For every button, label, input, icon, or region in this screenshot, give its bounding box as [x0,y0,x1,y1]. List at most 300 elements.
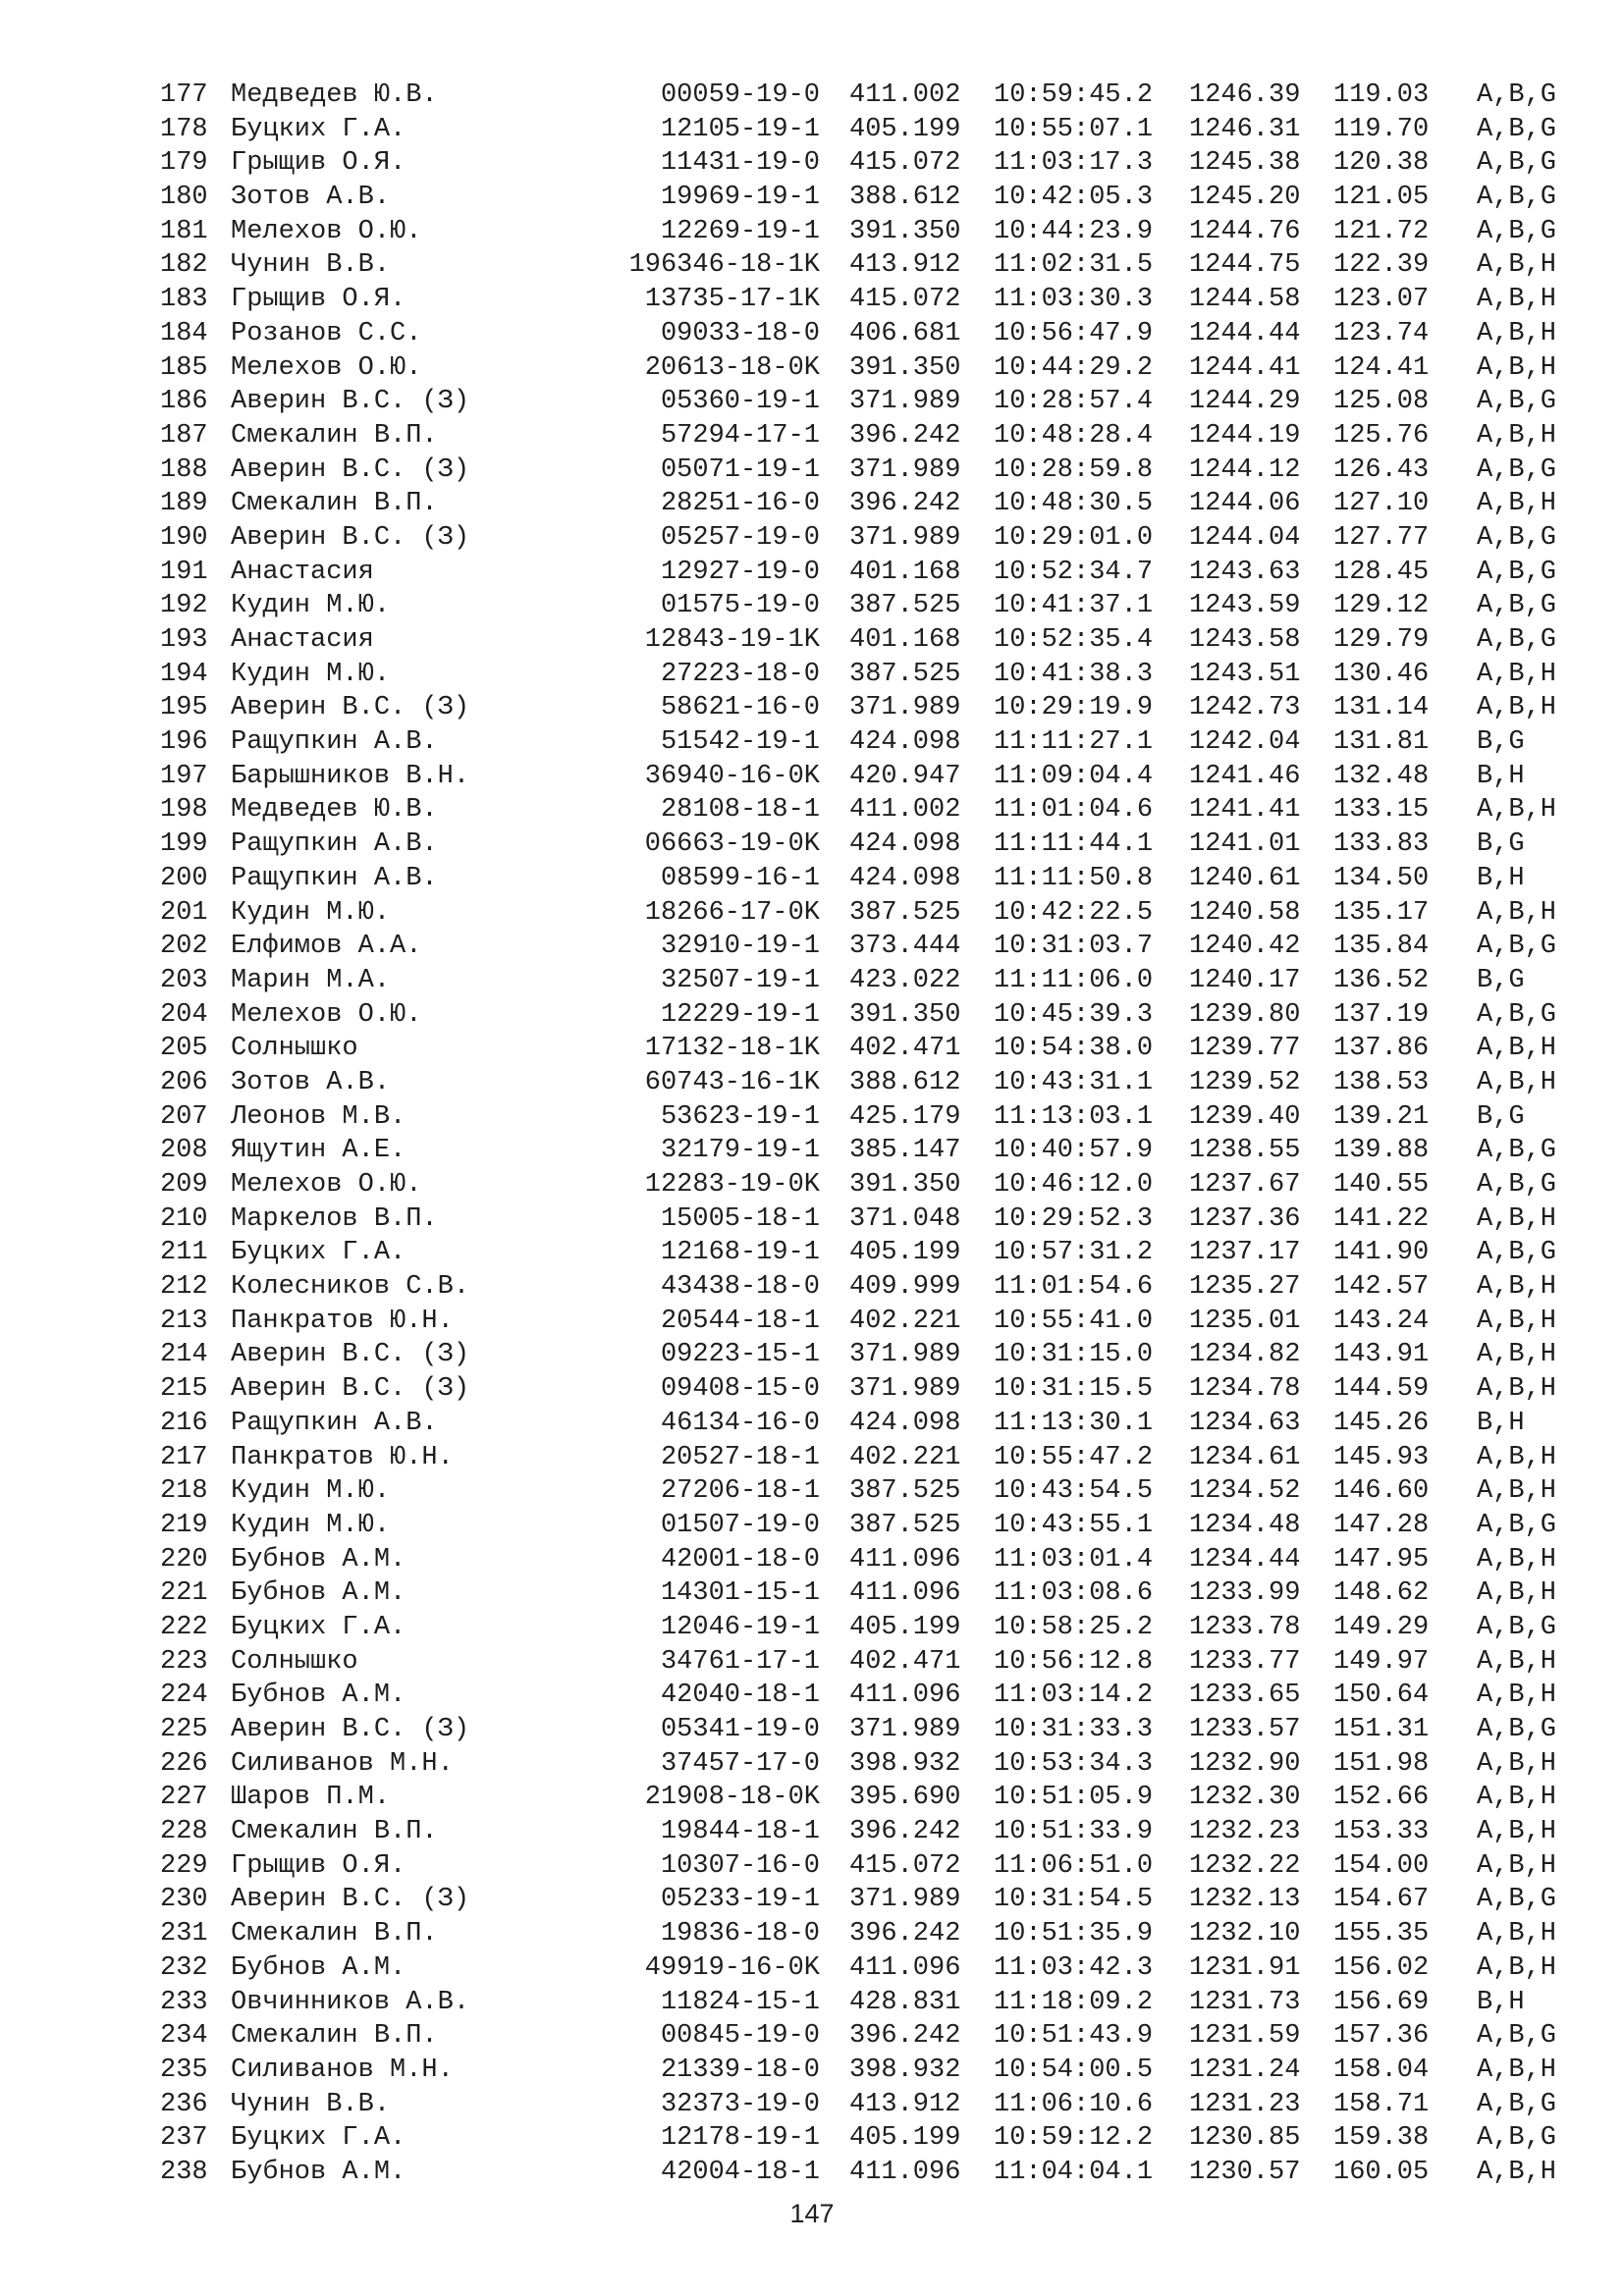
ring-number: 17132-18-1K [644,1034,820,1064]
ring-number: 12105-19-1 [660,114,820,144]
groups: A,B,H [1477,352,1557,383]
ring-number: 20527-18-1 [660,1442,820,1472]
table-row [160,658,1574,692]
distance: 424.098 [849,829,961,860]
ring-number: 37457-17-0 [660,1748,820,1779]
distance: 424.098 [849,727,961,758]
points: 121.05 [1333,183,1430,213]
distance: 396.242 [849,420,961,451]
points: 143.24 [1333,1306,1430,1336]
distance: 413.912 [849,2089,961,2119]
speed: 1244.44 [1189,318,1301,348]
groups: B,G [1477,965,1525,995]
speed: 1244.76 [1189,216,1301,246]
results-table [160,79,1574,2190]
distance: 391.350 [849,352,961,383]
arrival-time: 11:01:04.6 [994,795,1154,826]
ring-number: 10307-16-0 [660,1850,820,1881]
groups: A,B,H [1477,1340,1557,1370]
ring-number: 05341-19-0 [660,1715,820,1744]
fancier-name: Леонов М.В. [231,1101,406,1132]
speed: 1246.39 [1189,80,1301,110]
arrival-time: 10:51:43.9 [994,2021,1154,2052]
table-row [160,623,1574,658]
fancier-name: Ращупкин А.В. [231,829,438,860]
speed: 1245.20 [1189,183,1301,213]
table-row [160,1781,1574,1815]
speed: 1237.17 [1189,1238,1301,1268]
points: 119.03 [1333,80,1430,110]
groups: A,B,H [1477,2157,1557,2187]
speed: 1242.04 [1189,727,1301,758]
arrival-time: 10:48:28.4 [994,420,1154,451]
points: 150.64 [1333,1681,1430,1711]
ring-number: 20613-18-0K [644,352,820,383]
ring-number: 11431-19-0 [660,148,820,179]
fancier-name: Шаров П.М. [231,1783,391,1813]
row-number: 208 [160,1136,208,1166]
arrival-time: 10:48:30.5 [994,489,1154,519]
fancier-name: Буцких Г.А. [231,114,406,144]
speed: 1231.24 [1189,2055,1301,2085]
groups: A,B,H [1477,1681,1557,1711]
speed: 1239.77 [1189,1034,1301,1064]
speed: 1234.52 [1189,1476,1301,1507]
points: 139.21 [1333,1101,1430,1132]
points: 156.02 [1333,1952,1430,1983]
speed: 1240.58 [1189,897,1301,928]
groups: A,B,G [1477,1715,1557,1744]
speed: 1232.90 [1189,1748,1301,1779]
distance: 396.242 [849,489,961,519]
points: 140.55 [1333,1170,1430,1200]
row-number: 235 [160,2055,208,2085]
distance: 387.525 [849,1476,961,1507]
fancier-name: Колесников С.В. [231,1272,470,1303]
points: 125.08 [1333,387,1430,417]
speed: 1234.61 [1189,1442,1301,1472]
row-number: 212 [160,1272,208,1303]
points: 159.38 [1333,2123,1430,2154]
groups: A,B,H [1477,1034,1557,1064]
arrival-time: 10:59:45.2 [994,80,1154,110]
speed: 1237.67 [1189,1170,1301,1200]
distance: 387.525 [849,659,961,689]
groups: B,H [1477,1408,1525,1438]
groups: B,H [1477,863,1525,893]
arrival-time: 10:43:54.5 [994,1476,1154,1507]
table-row [160,1951,1574,1986]
groups: A,B,H [1477,1306,1557,1336]
fancier-name: Чунин В.В. [231,2089,391,2119]
ring-number: 27223-18-0 [660,659,820,689]
row-number: 227 [160,1783,208,1813]
fancier-name: Аверин В.С. (З) [231,522,470,553]
row-number: 181 [160,216,208,246]
points: 146.60 [1333,1476,1430,1507]
fancier-name: Аверин В.С. (З) [231,387,470,417]
fancier-name: Смекалин В.П. [231,2021,438,2052]
points: 155.35 [1333,1919,1430,1949]
table-row [160,862,1574,896]
fancier-name: Кудин М.Ю. [231,897,391,928]
ring-number: 12168-19-1 [660,1238,820,1268]
groups: A,B,G [1477,2021,1557,2052]
fancier-name: Марин М.А. [231,965,391,995]
groups: B,G [1477,727,1525,758]
speed: 1237.36 [1189,1203,1301,1234]
ring-number: 12927-19-0 [660,557,820,587]
groups: A,B,G [1477,591,1557,621]
table-row [160,1679,1574,1713]
ring-number: 05233-19-1 [660,1885,820,1915]
speed: 1235.01 [1189,1306,1301,1336]
distance: 396.242 [849,1817,961,1847]
points: 138.53 [1333,1067,1430,1097]
ring-number: 21908-18-0K [644,1783,820,1813]
fancier-name: Кудин М.Ю. [231,1476,391,1507]
speed: 1240.42 [1189,932,1301,962]
groups: A,B,G [1477,557,1557,587]
distance: 413.912 [849,250,961,281]
arrival-time: 11:09:04.4 [994,761,1154,791]
row-number: 204 [160,999,208,1030]
table-row [160,2156,1574,2190]
arrival-time: 10:28:57.4 [994,387,1154,417]
groups: B,G [1477,1101,1525,1132]
fancier-name: Аверин В.С. (З) [231,1340,470,1370]
ring-number: 19844-18-1 [660,1817,820,1847]
arrival-time: 10:45:39.3 [994,999,1154,1030]
table-row [160,760,1574,794]
points: 141.90 [1333,1238,1430,1268]
points: 126.43 [1333,454,1430,485]
arrival-time: 10:58:25.2 [994,1612,1154,1642]
table-row [160,79,1574,113]
fancier-name: Аверин В.С. (З) [231,454,470,485]
ring-number: 11824-15-1 [660,1987,820,2017]
table-row [160,1032,1574,1066]
row-number: 234 [160,2021,208,2052]
arrival-time: 10:31:54.5 [994,1885,1154,1915]
row-number: 214 [160,1340,208,1370]
table-row [160,385,1574,419]
fancier-name: Зотов А.В. [231,1067,391,1097]
groups: A,B,H [1477,1919,1557,1949]
table-row [160,1407,1574,1441]
table-row [160,793,1574,828]
arrival-time: 10:40:57.9 [994,1136,1154,1166]
points: 145.93 [1333,1442,1430,1472]
table-row [160,691,1574,725]
ring-number: 27206-18-1 [660,1476,820,1507]
ring-number: 19969-19-1 [660,183,820,213]
groups: A,B,G [1477,216,1557,246]
points: 127.77 [1333,522,1430,553]
ring-number: 32910-19-1 [660,932,820,962]
row-number: 182 [160,250,208,281]
table-row [160,1202,1574,1237]
arrival-time: 11:11:44.1 [994,829,1154,860]
ring-number: 05071-19-1 [660,454,820,485]
distance: 385.147 [849,1136,961,1166]
fancier-name: Буцких Г.А. [231,2123,406,2154]
arrival-time: 10:51:33.9 [994,1817,1154,1847]
row-number: 220 [160,1544,208,1575]
ring-number: 43438-18-0 [660,1272,820,1303]
speed: 1241.01 [1189,829,1301,860]
groups: A,B,G [1477,1510,1557,1540]
groups: A,B,H [1477,1544,1557,1575]
arrival-time: 11:11:27.1 [994,727,1154,758]
row-number: 177 [160,80,208,110]
arrival-time: 10:52:35.4 [994,625,1154,655]
speed: 1243.63 [1189,557,1301,587]
arrival-time: 10:31:15.0 [994,1340,1154,1370]
fancier-name: Панкратов Ю.Н. [231,1306,454,1336]
speed: 1244.19 [1189,420,1301,451]
table-row [160,1645,1574,1680]
row-number: 192 [160,591,208,621]
groups: A,B,H [1477,1476,1557,1507]
arrival-time: 10:43:55.1 [994,1510,1154,1540]
fancier-name: Аверин В.С. (З) [231,1715,470,1744]
ring-number: 34761-17-1 [660,1646,820,1677]
arrival-time: 11:11:06.0 [994,965,1154,995]
fancier-name: Мелехов О.Ю. [231,216,422,246]
points: 131.81 [1333,727,1430,758]
speed: 1233.65 [1189,1681,1301,1711]
fancier-name: Кудин М.Ю. [231,1510,391,1540]
groups: A,B,H [1477,1374,1557,1405]
fancier-name: Мелехов О.Ю. [231,999,422,1030]
groups: A,B,H [1477,1783,1557,1813]
speed: 1239.52 [1189,1067,1301,1097]
table-row [160,454,1574,488]
speed: 1231.73 [1189,1987,1301,2017]
speed: 1230.57 [1189,2157,1301,2187]
row-number: 215 [160,1374,208,1405]
arrival-time: 11:13:30.1 [994,1408,1154,1438]
points: 148.62 [1333,1578,1430,1609]
groups: A,B,H [1477,1850,1557,1881]
table-row [160,283,1574,317]
row-number: 238 [160,2157,208,2187]
table-row [160,998,1574,1033]
ring-number: 00059-19-0 [660,80,820,110]
table-row [160,1509,1574,1543]
ring-number: 18266-17-0K [644,897,820,928]
points: 125.76 [1333,420,1430,451]
speed: 1234.82 [1189,1340,1301,1370]
row-number: 195 [160,693,208,723]
speed: 1244.12 [1189,454,1301,485]
speed: 1244.58 [1189,285,1301,315]
arrival-time: 10:41:37.1 [994,591,1154,621]
distance: 409.999 [849,1272,961,1303]
speed: 1241.46 [1189,761,1301,791]
speed: 1243.58 [1189,625,1301,655]
speed: 1234.78 [1189,1374,1301,1405]
arrival-time: 10:56:47.9 [994,318,1154,348]
distance: 428.831 [849,1987,961,2017]
fancier-name: Солнышко [231,1646,358,1677]
distance: 405.199 [849,1238,961,1268]
arrival-time: 10:57:31.2 [994,1238,1154,1268]
distance: 371.989 [849,1340,961,1370]
distance: 371.989 [849,454,961,485]
ring-number: 51542-19-1 [660,727,820,758]
points: 133.15 [1333,795,1430,826]
arrival-time: 10:28:59.8 [994,454,1154,485]
points: 149.97 [1333,1646,1430,1677]
distance: 371.989 [849,1374,961,1405]
distance: 388.612 [849,1067,961,1097]
row-number: 225 [160,1715,208,1744]
table-row [160,215,1574,249]
distance: 371.989 [849,522,961,553]
groups: A,B,G [1477,148,1557,179]
distance: 401.168 [849,557,961,587]
ring-number: 01507-19-0 [660,1510,820,1540]
distance: 424.098 [849,863,961,893]
groups: A,B,G [1477,183,1557,213]
arrival-time: 10:41:38.3 [994,659,1154,689]
speed: 1239.80 [1189,999,1301,1030]
ring-number: 08599-16-1 [660,863,820,893]
row-number: 194 [160,659,208,689]
table-row [160,419,1574,454]
groups: A,B,H [1477,693,1557,723]
speed: 1239.40 [1189,1101,1301,1132]
points: 124.41 [1333,352,1430,383]
table-row [160,725,1574,760]
groups: B,H [1477,761,1525,791]
row-number: 183 [160,285,208,315]
row-number: 216 [160,1408,208,1438]
arrival-time: 10:55:41.0 [994,1306,1154,1336]
groups: A,B,G [1477,2089,1557,2119]
speed: 1244.04 [1189,522,1301,553]
table-row [160,1236,1574,1270]
speed: 1241.41 [1189,795,1301,826]
points: 135.17 [1333,897,1430,928]
fancier-name: Буцких Г.А. [231,1612,406,1642]
fancier-name: Розанов С.С. [231,318,422,348]
groups: A,B,G [1477,625,1557,655]
points: 152.66 [1333,1783,1430,1813]
table-row [160,964,1574,998]
ring-number: 12283-19-0K [644,1170,820,1200]
distance: 405.199 [849,1612,961,1642]
points: 130.46 [1333,659,1430,689]
distance: 411.096 [849,1544,961,1575]
ring-number: 42001-18-0 [660,1544,820,1575]
ring-number: 12229-19-1 [660,999,820,1030]
speed: 1231.59 [1189,2021,1301,2052]
speed: 1243.51 [1189,659,1301,689]
arrival-time: 10:44:23.9 [994,216,1154,246]
ring-number: 09408-15-0 [660,1374,820,1405]
ring-number: 20544-18-1 [660,1306,820,1336]
groups: A,B,H [1477,420,1557,451]
fancier-name: Силиванов М.Н. [231,2055,454,2085]
ring-number: 19836-18-0 [660,1919,820,1949]
ring-number: 32507-19-1 [660,965,820,995]
groups: A,B,H [1477,489,1557,519]
ring-number: 12843-19-1K [644,625,820,655]
ring-number: 13735-17-1K [644,285,820,315]
table-row [160,2121,1574,2156]
points: 131.14 [1333,693,1430,723]
fancier-name: Грыщив О.Я. [231,285,406,315]
arrival-time: 10:42:22.5 [994,897,1154,928]
table-row [160,556,1574,590]
arrival-time: 11:06:10.6 [994,2089,1154,2119]
table-row [160,1305,1574,1339]
table-row [160,896,1574,931]
speed: 1244.75 [1189,250,1301,281]
arrival-time: 11:03:14.2 [994,1681,1154,1711]
speed: 1233.77 [1189,1646,1301,1677]
fancier-name: Панкратов Ю.Н. [231,1442,454,1472]
arrival-time: 11:03:08.6 [994,1578,1154,1609]
table-row [160,2088,1574,2122]
groups: A,B,G [1477,1885,1557,1915]
row-number: 218 [160,1476,208,1507]
row-number: 226 [160,1748,208,1779]
row-number: 228 [160,1817,208,1847]
fancier-name: Чунин В.В. [231,250,391,281]
distance: 411.002 [849,80,961,110]
points: 158.71 [1333,2089,1430,2119]
distance: 415.072 [849,1850,961,1881]
distance: 396.242 [849,1919,961,1949]
distance: 371.989 [849,387,961,417]
row-number: 224 [160,1681,208,1711]
table-row [160,1849,1574,1884]
fancier-name: Смекалин В.П. [231,1817,438,1847]
ring-number: 01575-19-0 [660,591,820,621]
points: 139.88 [1333,1136,1430,1166]
distance: 396.242 [849,2021,961,2052]
row-number: 188 [160,454,208,485]
distance: 411.096 [849,1952,961,1983]
groups: A,B,G [1477,454,1557,485]
row-number: 185 [160,352,208,383]
speed: 1244.29 [1189,387,1301,417]
table-row [160,2019,1574,2054]
table-row [160,1168,1574,1202]
ring-number: 46134-16-0 [660,1408,820,1438]
groups: A,B,H [1477,1067,1557,1097]
ring-number: 00845-19-0 [660,2021,820,2052]
arrival-time: 10:52:34.7 [994,557,1154,587]
ring-number: 15005-18-1 [660,1203,820,1234]
arrival-time: 10:31:03.7 [994,932,1154,962]
table-row [160,1543,1574,1577]
points: 158.04 [1333,2055,1430,2085]
points: 119.70 [1333,114,1430,144]
speed: 1232.30 [1189,1783,1301,1813]
fancier-name: Смекалин В.П. [231,489,438,519]
fancier-name: Бубнов А.М. [231,1544,406,1575]
ring-number: 42040-18-1 [660,1681,820,1711]
fancier-name: Барышников В.Н. [231,761,470,791]
points: 153.33 [1333,1817,1430,1847]
arrival-time: 10:55:07.1 [994,114,1154,144]
table-row [160,1372,1574,1407]
